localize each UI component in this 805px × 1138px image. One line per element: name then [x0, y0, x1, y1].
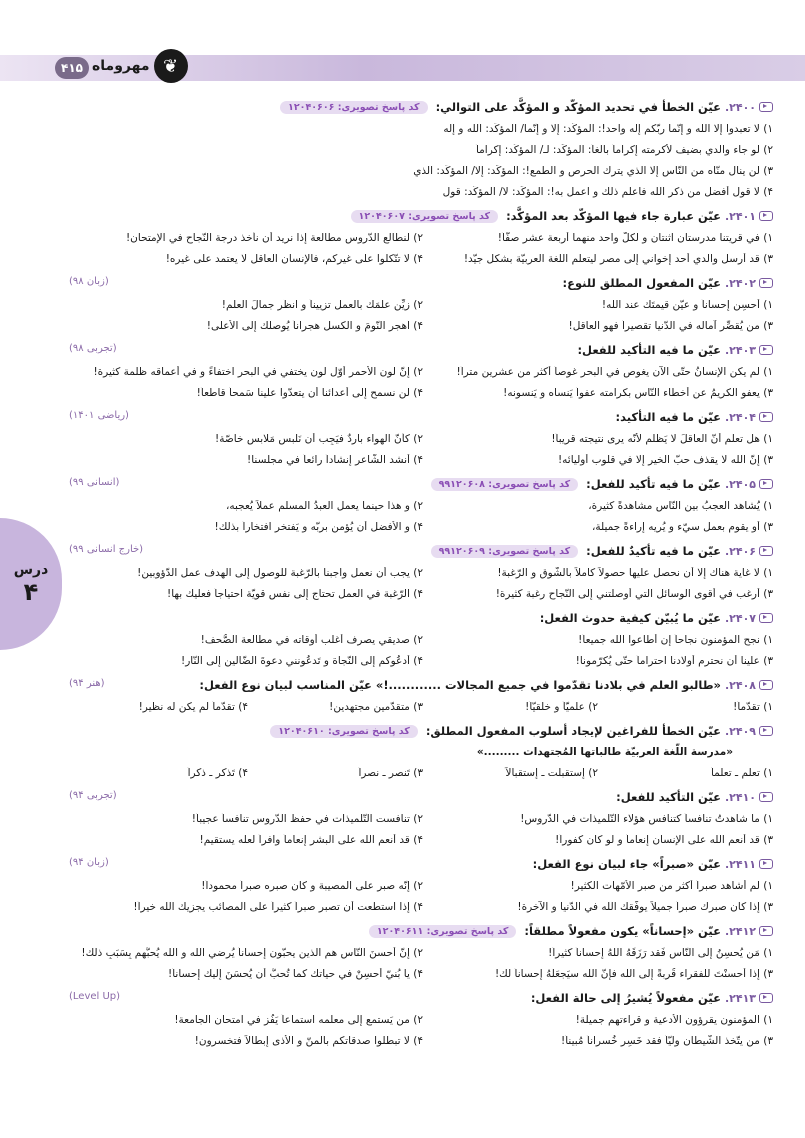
question-header: [73, 853, 773, 875]
answer-code-badge[interactable]: کد پاسخ تصویری: ۹۹۱۲۰۶۰۹: [431, 545, 579, 558]
question-number: ۲۴۰۸.: [724, 678, 756, 692]
option[interactable]: ۴) لا قول أفضل من ذكر الله فاعلم ذلك و اعمل به!: المؤكِّد: لا/ المؤكَّد: قول: [442, 185, 773, 198]
question-header: [73, 786, 773, 808]
option[interactable]: ۱) تقدّماً!: [733, 700, 773, 713]
option[interactable]: ۴) يا بُنيّ أحسِنْ في حياتك كما تُحبُّ أن يُحسَنَ إليك إحساناً!: [168, 967, 423, 980]
option[interactable]: ۲) و هذا حينما يعمل العبدُ المسلم عملاً يُعجبه،: [225, 499, 423, 512]
option[interactable]: ۱) نجح المؤمنون نجاحاً إن أطاعوا الله جميعاً!: [578, 633, 773, 646]
option-row: [73, 428, 773, 449]
option-row: [73, 1009, 773, 1030]
question-number: ۲۴۱۰.: [724, 790, 756, 804]
option-row: [73, 762, 773, 783]
question: [73, 607, 773, 671]
page-number: ۴۱۵: [55, 57, 89, 79]
exam-source-tag: (تجربی ۹۴): [69, 790, 117, 801]
answer-code-badge[interactable]: کد پاسخ تصویری: ۱۲۰۴۰۶۱۰: [270, 725, 418, 738]
option-row: [73, 315, 773, 336]
question-header: [73, 987, 773, 1009]
option[interactable]: ۳) قد أنعم الله على الإنسان إنعاماً و لو كان كفوراً!: [555, 833, 773, 846]
option[interactable]: ۱) المؤمنون يقرؤون الأدعية و قراءتهم جميلة!: [575, 1013, 773, 1026]
exam-source-tag: (زبان ۹۸): [69, 276, 109, 287]
option-row: [73, 118, 773, 139]
option[interactable]: ۲) إنّه صبر على المصيبة و كان صبره صبراً محموداً!: [201, 879, 423, 892]
question: [69, 473, 773, 537]
option[interactable]: ۱) هل تعلّم أنّ العاقلَ لا يَظلم لأنّه يرى نتيجته قريباً!: [551, 432, 773, 445]
question-number: ۲۴۰۶.: [724, 544, 756, 558]
option[interactable]: ۳) أرغب في أقوى الوسائل الّتي أوصلتني إلى النّجاح رغبة كثيرة!: [495, 587, 773, 600]
option-row: [73, 896, 773, 917]
question-stem: عيّن ما فيه تأكيدٌ للفعل:: [586, 544, 721, 558]
question-stem: عيّن مفعولاً يُشيرُ إلى حالة الفعل:: [530, 991, 721, 1005]
option[interactable]: ۱) تعلّم ـ تعلّماً: [710, 766, 773, 779]
option[interactable]: ۴) لن نسمح إلى أعدائنا أن يتعدّوا علينا سَمحاً قاطعاً!: [196, 386, 423, 399]
option[interactable]: ۴) و الأفضل أن يُؤمن بربّه و يَفتخر افتخاراً بذلك!: [214, 520, 423, 533]
answer-code-badge[interactable]: کد پاسخ تصویری: ۱۲۰۴۰۶۰۶: [280, 101, 428, 114]
question-number: ۲۴۱۳.: [724, 991, 756, 1005]
question-number: ۲۴۰۴.: [724, 410, 756, 424]
option-row: [73, 181, 773, 202]
brand: [92, 48, 188, 84]
option-row: [73, 829, 773, 850]
question: [69, 786, 773, 850]
question-stem: عيّن الخطأ في تحديد المؤكّد و المؤكَّد على التوالي:: [435, 100, 721, 114]
question-number: ۲۴۰۵.: [724, 477, 756, 491]
question-stem: عيّن ما يُبيّن كيفية حدوث الفعل:: [539, 611, 721, 625]
option-row: [73, 650, 773, 671]
option[interactable]: ۳) يعفو الكريمُ عن أخطاء النّاس بكرامته عفواً يَنساه و يَنسونه!: [503, 386, 773, 399]
option[interactable]: ۲) إنّ أحسنَ النّاس هم الّذين يحبّون إحساناً يُرضي الله و الله يُحبُّهم بِسَبَبِ ذلك!: [81, 946, 423, 959]
option[interactable]: ۱) ما شاهدتُ تنافساً كتنافس هؤلاء التّلميذات في الدّروس!: [520, 812, 773, 825]
lesson-number: ۴: [23, 578, 39, 606]
exam-source-tag: (ریاضی ۱۴۰۱): [69, 410, 129, 421]
option-row: [73, 516, 773, 537]
question: [73, 205, 773, 269]
question-sentence: «مدرسة اللّغة العربيّة طالباتها المُجتهدات .........»: [476, 746, 733, 758]
option[interactable]: ۲) زيِّن علمَك بالعمل تزييناً و انظُر جمالَ العلم!: [221, 298, 423, 311]
exam-source-tag: (تجربی ۹۸): [69, 343, 117, 354]
answer-code-badge[interactable]: کد پاسخ تصویری: ۱۲۰۴۰۶۱۱: [369, 925, 517, 938]
video-icon[interactable]: [759, 546, 773, 556]
option[interactable]: ۱) لا تعبدوا إلّا الله و إنّما ربّكم إله واحد!: المؤكَّد: إلّا و إنّما/ المؤكَّد: الله و إله: [443, 122, 773, 135]
option[interactable]: ۳) تَنصر ـ نصراً: [358, 766, 423, 779]
question-header: [73, 473, 773, 495]
option[interactable]: ۴) قد أنعم الله على البشر إنعاماً وافراً لعلّه يستقيم!: [199, 833, 423, 846]
video-icon[interactable]: [759, 926, 773, 936]
video-icon[interactable]: [759, 859, 773, 869]
question-header: [73, 540, 773, 562]
option-row: [73, 583, 773, 604]
butterfly-icon: ❦: [154, 49, 188, 83]
answer-code-badge[interactable]: کد پاسخ تصویری: ۱۲۰۴۰۶۰۷: [351, 210, 499, 223]
option[interactable]: ۴) اُهجر النّومَ و الكسل هجراناً يُوصلك إلى الأعلى!: [206, 319, 423, 332]
video-icon[interactable]: [759, 102, 773, 112]
question-stem: عيّن التأكيد للفعل:: [616, 790, 721, 804]
question-stem: «طالبو العلم في بلادنا تقدّموا في جميع المجالات ............!» عيّن المناسب لبيان نوع الفعل:: [199, 678, 721, 692]
exam-source-tag: (زبان ۹۴): [69, 857, 109, 868]
video-icon[interactable]: [759, 680, 773, 690]
exam-source-tag: (انسانی ۹۹): [69, 477, 120, 488]
lesson-tab: [0, 518, 62, 650]
exam-source-tag: (خارج انسانی ۹۹): [69, 544, 144, 555]
question-header: [73, 607, 773, 629]
question-stem: عيّن الخطأ للفراغين لإيجاد أسلوب المفعول المطلق:: [425, 724, 721, 738]
option[interactable]: ۱) أحسِن إحساناً و عيّن قيمتَك عند الله!: [601, 298, 773, 311]
question-stem: عيّن عبارة جاء فيها المؤكّد بعد المؤكَّد:: [506, 209, 721, 223]
question-stem: عيّن ما فيه التأكيد:: [615, 410, 721, 424]
question-header: [73, 674, 773, 696]
option[interactable]: ۳) من يتّخذ الشّيطان وليّاً فقد خَسِر خُسراناً مُبيناً!: [561, 1034, 773, 1047]
option[interactable]: ۳) علينا أن نحترم أولادنا احتراماً حتّى يُكرّمونا!: [575, 654, 773, 667]
option-row: [73, 875, 773, 896]
option-row: [73, 449, 773, 470]
option-row: [73, 382, 773, 403]
option[interactable]: ۴) أدعُوكم إلى النّجاة و تَدعُونني دعوةَ الضّالّين إلى النّار!: [181, 654, 423, 667]
question-header: [73, 920, 773, 942]
video-icon[interactable]: [759, 412, 773, 422]
question-header: [73, 272, 773, 294]
option[interactable]: ۲) كأنّ الهواء باردٌ فيَجِب أن نَلبس مَلابس خاصّة!: [215, 432, 423, 445]
question-stem: عيّن «صبراً» جاء لبيان نوع الفعل:: [532, 857, 721, 871]
option-row: [73, 696, 773, 717]
option[interactable]: ۳) من يُقصِّر آماله في الدّنيا تقصيراً فهو العاقل!: [568, 319, 773, 332]
question: [69, 853, 773, 917]
option[interactable]: ۳) إذا كان صبرك صبراً جميلاً يوفّقك الله في الدّنيا و الآخرة!: [517, 900, 773, 913]
option-row: [73, 227, 773, 248]
question-number: ۲۴۰۱.: [724, 209, 756, 223]
video-icon[interactable]: [759, 792, 773, 802]
question-number: ۲۴۰۲.: [724, 276, 756, 290]
question: [69, 987, 773, 1051]
option-row: [73, 248, 773, 269]
question-number: ۲۴۱۱.: [724, 857, 756, 871]
video-icon[interactable]: [759, 726, 773, 736]
option-row: [73, 942, 773, 963]
option[interactable]: ۲) يجب أن نعمل واجبنا بالرّغبة للوصول إلى الهدف عمل الدّؤوبين!: [137, 566, 423, 579]
option[interactable]: ۳) لن ينال منّاه من النّاس إلّا الّذي يترك الحرص و الطمع!: المؤكِّد: إلّا/ المؤكَّد: الّذي: [413, 164, 773, 177]
option[interactable]: ۴) لا تبطلوا صدقاتكم بالمنّ و الأذى إبطالاً فتخسرون!: [194, 1034, 423, 1047]
option-row: [73, 562, 773, 583]
question: [69, 540, 773, 604]
option-row: [73, 294, 773, 315]
option-row: [73, 963, 773, 984]
option[interactable]: ۳) متقدّمين مجتهدين!: [329, 700, 423, 713]
option[interactable]: ۱) لا غاية هناك إلّا أن نحصل عليها حصولاً كاملاً بالشّوق و الرّغبة!: [497, 566, 773, 579]
lesson-label: درس: [13, 562, 49, 578]
option[interactable]: ۴) تقدّماً لم يكن له نظير!: [138, 700, 248, 713]
option[interactable]: ۳) إنّ الله لا يقذف حبّ الخير إلّا في قلوب أوليائه!: [557, 453, 773, 466]
option[interactable]: ۱) لم يكن الإنسانُ حتّى الآن يغوص في البحر غوصاً أكثر من عشرين متراً!: [456, 365, 773, 378]
video-icon[interactable]: [759, 345, 773, 355]
question-header: [73, 96, 773, 118]
option[interactable]: ۴) أنشد الشّاعر إنشاداً رائعاً في مجلسنا!: [247, 453, 423, 466]
question: [73, 720, 773, 783]
option[interactable]: ۳) إذا أحسنْتَ للفقراء قُربةً إلى الله فإنّ الله سيَجعَلُهُ إحساناً لك!: [494, 967, 773, 980]
option[interactable]: ۲) صديقي يصرف أغلب أوقاته في مطالعة الصُّحف!: [200, 633, 423, 646]
question-number: ۲۴۰۰.: [724, 100, 756, 114]
option[interactable]: ۴) تَذكر ـ ذكراً: [187, 766, 248, 779]
option[interactable]: ۲) لنطالع الدّروس مطالعة إذا نريد أن نأخذ درجة النّجاح في الإمتحان!: [125, 231, 423, 244]
option-row: [73, 139, 773, 160]
video-icon[interactable]: [759, 993, 773, 1003]
question-stem: عيّن المفعول المطلق للنوع:: [562, 276, 721, 290]
video-icon[interactable]: [759, 613, 773, 623]
exam-source-tag: (Level Up): [69, 991, 121, 1002]
option[interactable]: ۱) يُشاهد العجبُ بين النّاس مشاهدةً كثيرة،: [588, 499, 773, 512]
question-number: ۲۴۰۳.: [724, 343, 756, 357]
option[interactable]: ۳) أو يقوم بعمل سيّء و يُريه إراءةً جميلة،: [592, 520, 773, 533]
option[interactable]: ۴) الرّغبة في العمل تحتاج إلى نفس قويّة احتياجاً فعليك بها!: [167, 587, 423, 600]
option-row: [73, 495, 773, 516]
option[interactable]: ۲) من يَستمع إلى معلّمه استماعاً يَفُز في امتحان الجامعة!: [174, 1013, 423, 1026]
option[interactable]: ۲) إنّ لون الأحمر أوّل لون يختفي في البحر اختفاءً و في أعماقه ظلمة كثيرة!: [93, 365, 423, 378]
video-icon[interactable]: [759, 211, 773, 221]
option-row: [73, 808, 773, 829]
question-number: ۲۴۰۷.: [724, 611, 756, 625]
option-row: [73, 629, 773, 650]
question-list: [69, 96, 773, 1054]
option[interactable]: ۲) إستقبلت ـ إستقبالاً: [505, 766, 598, 779]
option-row: [73, 361, 773, 382]
option[interactable]: ۱) لم أشاهد صبراً أكثر من صبر الأمّهات الكثير!: [570, 879, 773, 892]
question-number: ۲۴۰۹.: [724, 724, 756, 738]
question-stem: عيّن «إحساناً» يكون مفعولاً مطلقاً:: [524, 924, 721, 938]
option[interactable]: ۲) لو جاء والدي بضيف لأكرمته إكراماً بالغاً: المؤكِّد: لـ/ المؤكَّد: إكراماً: [475, 143, 773, 156]
option[interactable]: ۲) تنافست التّلميذات في حفظ الدّروس تنافساً عجيباً!: [191, 812, 423, 825]
question: [69, 272, 773, 336]
question-stem: عيّن ما فيه تأكيد للفعل:: [586, 477, 721, 491]
option[interactable]: ۱) مَن يُحسِنُ إلى النّاس فَقد رَزَقَهُ اللهُ إحساناً كثيراً!: [548, 946, 773, 959]
question: [73, 96, 773, 202]
question-stem: عيّن ما فيه التأكيد للفعل:: [577, 343, 721, 357]
option-row: [73, 1030, 773, 1051]
option[interactable]: ۴) لا تتّكلوا على غيركم، فالإنسان العاقل لا يعتمد على غيره!: [165, 252, 423, 265]
question: [69, 674, 773, 717]
question-header: [73, 205, 773, 227]
brand-name: مهروماه: [92, 58, 150, 74]
option[interactable]: ۱) في قريتنا مدرستان اثنتان و لكلّ واحد منهما أربعة عشر صفّاً!: [497, 231, 773, 244]
question-header: [73, 406, 773, 428]
video-icon[interactable]: [759, 278, 773, 288]
option-row: [73, 160, 773, 181]
question-header: [73, 339, 773, 361]
question: [69, 339, 773, 403]
answer-code-badge[interactable]: کد پاسخ تصویری: ۹۹۱۲۰۶۰۸: [431, 478, 579, 491]
question-header: [73, 720, 773, 742]
exam-source-tag: (هنر ۹۴): [69, 678, 105, 689]
option[interactable]: ۲) علميّاً و خلقيّاً!: [525, 700, 598, 713]
question: [69, 406, 773, 470]
option[interactable]: ۳) قد أرسل والدي أحد إخواني إلى مصر ليتعلّم اللّغة العربيّة بشكل جيّد!: [463, 252, 773, 265]
option[interactable]: ۴) إذا استطعت أن تصبر صبراً كثيراً على المصائب يجزيك الله خيراً!: [133, 900, 423, 913]
question-number: ۲۴۱۲.: [724, 924, 756, 938]
video-icon[interactable]: [759, 479, 773, 489]
question: [73, 920, 773, 984]
